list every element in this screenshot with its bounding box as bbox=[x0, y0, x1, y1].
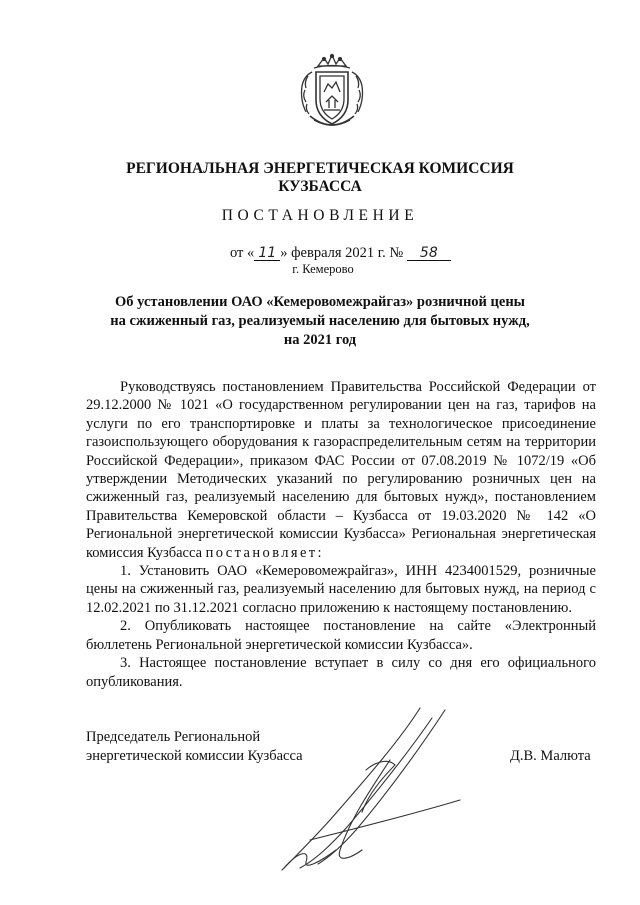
city: г. Кемерово bbox=[292, 262, 354, 276]
resolves-word: постановляет: bbox=[205, 544, 324, 561]
document-title bbox=[0, 293, 640, 350]
position-line2: энергетической комиссии Кузбасса bbox=[86, 748, 303, 764]
date-middle: » февраля 2021 г. № bbox=[280, 245, 404, 261]
item-3: 3. Настоящее постановление вступает в силу со дня его официального опубликования. bbox=[86, 655, 596, 690]
date-day: 11 bbox=[254, 246, 280, 261]
title-line1: Об установлении ОАО «Кемеровомежрайгаз» розничной цены bbox=[114, 294, 526, 310]
title-line2: на сжиженный газ, реализуемый населению для бытовых нужд, bbox=[110, 313, 530, 329]
document-number: 58 bbox=[407, 246, 451, 261]
preamble-text: Руководствуясь постановлением Правительства Российской Федерации от 29.12.2000 № 1021 «О государственном регулировании цен на газ, тарифов на услуги по его транспортировке и платы за технологическое присоединение газоиспользующего оборудования к газораспределительным сетям на территории Российской Федерации», приказом ФАС России от 07.08.2019 № 1072/19 «Об утверждении Методических указаний по регулированию розничных цен на сжиженный газ, реализуемый населению для бытовых нужд», постановлением Правительства Кемеровской области – Кузбасса от 19.03.2020 № 142 «О Региональной энергетической комиссии Кузбасса» Региональная энергетическая комиссия Кузбасса bbox=[86, 379, 596, 561]
handwritten-signature bbox=[270, 700, 470, 875]
item-1: 1. Установить ОАО «Кемеровомежрайгаз», ИНН 4234001529, розничные цены на сжиженный газ, реализуемый населению для бытовых нужд, на период с 12.02.2021 по 31.12.2021 согласно приложению к настоящему постановлению. bbox=[86, 563, 596, 616]
preamble-paragraph bbox=[86, 378, 596, 562]
title-line3: на 2021 год bbox=[283, 332, 357, 348]
document-type: ПОСТАНОВЛЕНИЕ bbox=[221, 207, 419, 224]
organization-name-line2: КУЗБАССА bbox=[278, 178, 362, 195]
document-body bbox=[86, 378, 596, 691]
date-prefix: от « bbox=[230, 245, 255, 261]
coat-of-arms-emblem bbox=[296, 52, 368, 134]
signatory-name: Д.В. Малюта bbox=[510, 748, 591, 764]
organization-name-line1: РЕГИОНАЛЬНАЯ ЭНЕРГЕТИЧЕСКАЯ КОМИССИЯ bbox=[126, 160, 514, 177]
item-2: 2. Опубликовать настоящее постановление на сайте «Электронный бюллетень Региональной энергетической комиссии Кузбасса». bbox=[86, 618, 596, 653]
position-line1: Председатель Региональной bbox=[86, 729, 261, 745]
date-line bbox=[230, 245, 451, 262]
